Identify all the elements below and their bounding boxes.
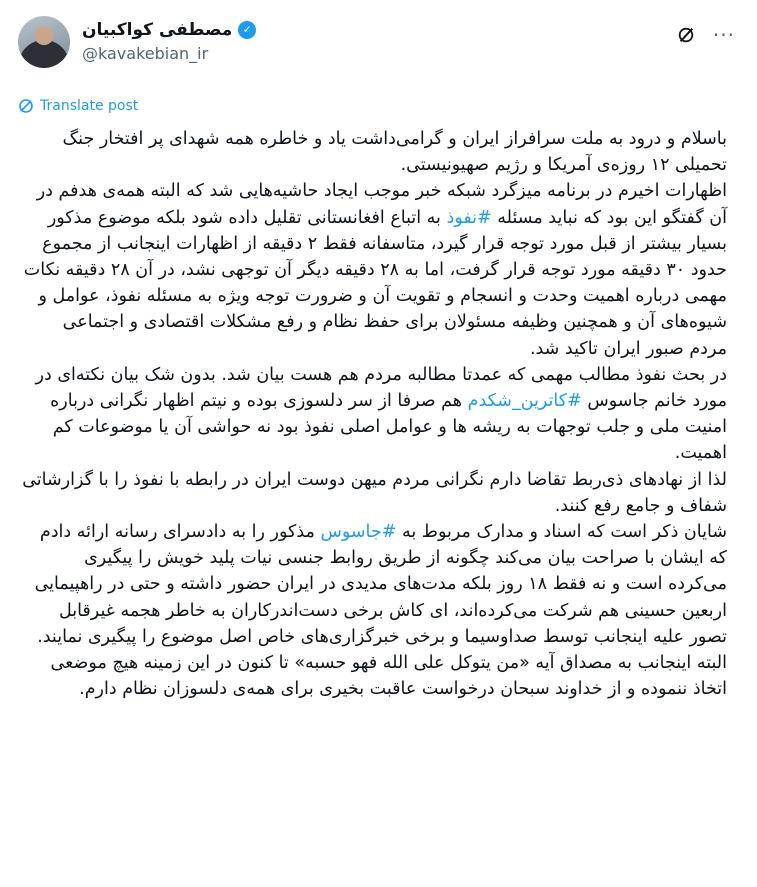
- paragraph-text: باسلام و درود به ملت سرافراز ایران و گرامی‌داشت یاد و خاطره همه شهدای پر افتخار جنگ تحمیلی ۱۲ روزه‌ی آمریکا و رژیم صهیونیستی.: [62, 129, 727, 176]
- post-actions: [677, 23, 735, 47]
- paragraph-text: شایان ذکر است که اسناد و مدارک مربوط به: [396, 522, 727, 543]
- paragraph-text: اظهارات اخیرم در برنامه میزگرد شبکه خبر موجب ایجاد حاشیه‌هایی شد که البته همه‌ی هدفم در آن گفتگو این بود که نباید مسئله: [36, 181, 727, 228]
- post-header: [18, 12, 735, 78]
- user-handle[interactable]: @kavakebian_ir: [82, 44, 209, 63]
- translate-icon: [18, 98, 34, 114]
- hashtag-link[interactable]: #جاسوس: [320, 522, 397, 543]
- paragraph-4: [22, 467, 727, 519]
- paragraph-1: [22, 126, 727, 178]
- name-row: [82, 20, 256, 40]
- paragraph-2: [22, 178, 727, 361]
- more-options-icon[interactable]: ···: [712, 23, 735, 47]
- paragraph-text: در بحث نفوذ مطالب مهمی که عمدتا مطالبه مردم هم هست بیان شد. بدون شک بیان نکته‌ای در مورد خانم جاسوس: [35, 364, 727, 412]
- paragraph-text: به اتباع افغانستانی تقلیل داده شود بلکه موضوع مذکور بسیار بیشتر از قبل مورد توجه قرار گیرد، متاسفانه فقط ۲ دقیقه از اظهارات اینجانب از مجموع حدود ۳۰ دقیقه مورد توجه قرار گرفت، اما به ۲۸ دقیقه دیگر آن توجهی نشد، در آن ۲۸ دقیقه نکات مهمی درباره اهمیت وحدت و انسجام و تقویت آن و ضرورت توجه ویژه به مسئله نفوذ، عوامل و شیوه‌های آن و همچنین وظیفه مسئولان برای حفظ نظام و رفع مشکلات اقتصادی و اجتماعی مردم صبور ایران تاکید شد.: [23, 207, 727, 359]
- paragraph-text: لذا از نهادهای ذی‌ربط تقاضا دارم نگرانی مردم میهن دوست ایران در رابطه با نفوذ را با گزارشاتی شفاف و جامع رفع کنند.: [22, 469, 727, 516]
- verified-badge-icon: ✓: [238, 21, 256, 39]
- paragraph-text: هم صرفا از سر دلسوزی بوده و نیتم اظهار نگرانی درباره امنیت ملی و جلب توجهات به ریشه ها و عوامل اصلی نفوذ بود نه حواشی آن یا موضوعات کم اهمیت.: [50, 391, 727, 464]
- paragraph-text: مذکور را به دادسرای رسانه ارائه دادم که ایشان با صراحت بیان می‌کند چگونه از طریق روابط جنسی نیات پلید خویش را پیگیری می‌کرده است و نه فقط ۱۸ روز بلکه مدت‌های مدیدی در ایران حضور داشته و حتی در راهپیمایی اربعین حسینی هم شرکت می‌کرده‌اند، ای کاش برخی دست‌اندرکاران به خاطر هجمه غیرقابل تصور علیه اینجانب توسط صداوسیما و برخی خبرگزاری‌های خاص اصل موضوع را پیگیری نمایند. البته اینجانب به مصداق آیه «من یتوکل علی الله فهو حسبه» تا کنون در این زمینه هیچ موضعی اتخاذ ننموده و از خداوند سبحان درخواست عاقبت بخیری برای همه‌ی دلسوزان نظام دارم.: [34, 522, 727, 700]
- translate-label[interactable]: Translate post: [40, 98, 139, 114]
- paragraph-5: [22, 519, 727, 702]
- post-text: [18, 126, 735, 702]
- hashtag-link[interactable]: #کاترین_شکدم: [467, 391, 582, 412]
- paragraph-3: [22, 362, 727, 467]
- translate-post-link[interactable]: [18, 98, 735, 114]
- author-info[interactable]: [82, 20, 256, 63]
- display-name[interactable]: مصطفی کواکبیان: [82, 20, 233, 40]
- grok-icon[interactable]: [677, 26, 695, 44]
- hashtag-link[interactable]: #نفوذ: [446, 207, 492, 228]
- avatar[interactable]: [18, 16, 70, 68]
